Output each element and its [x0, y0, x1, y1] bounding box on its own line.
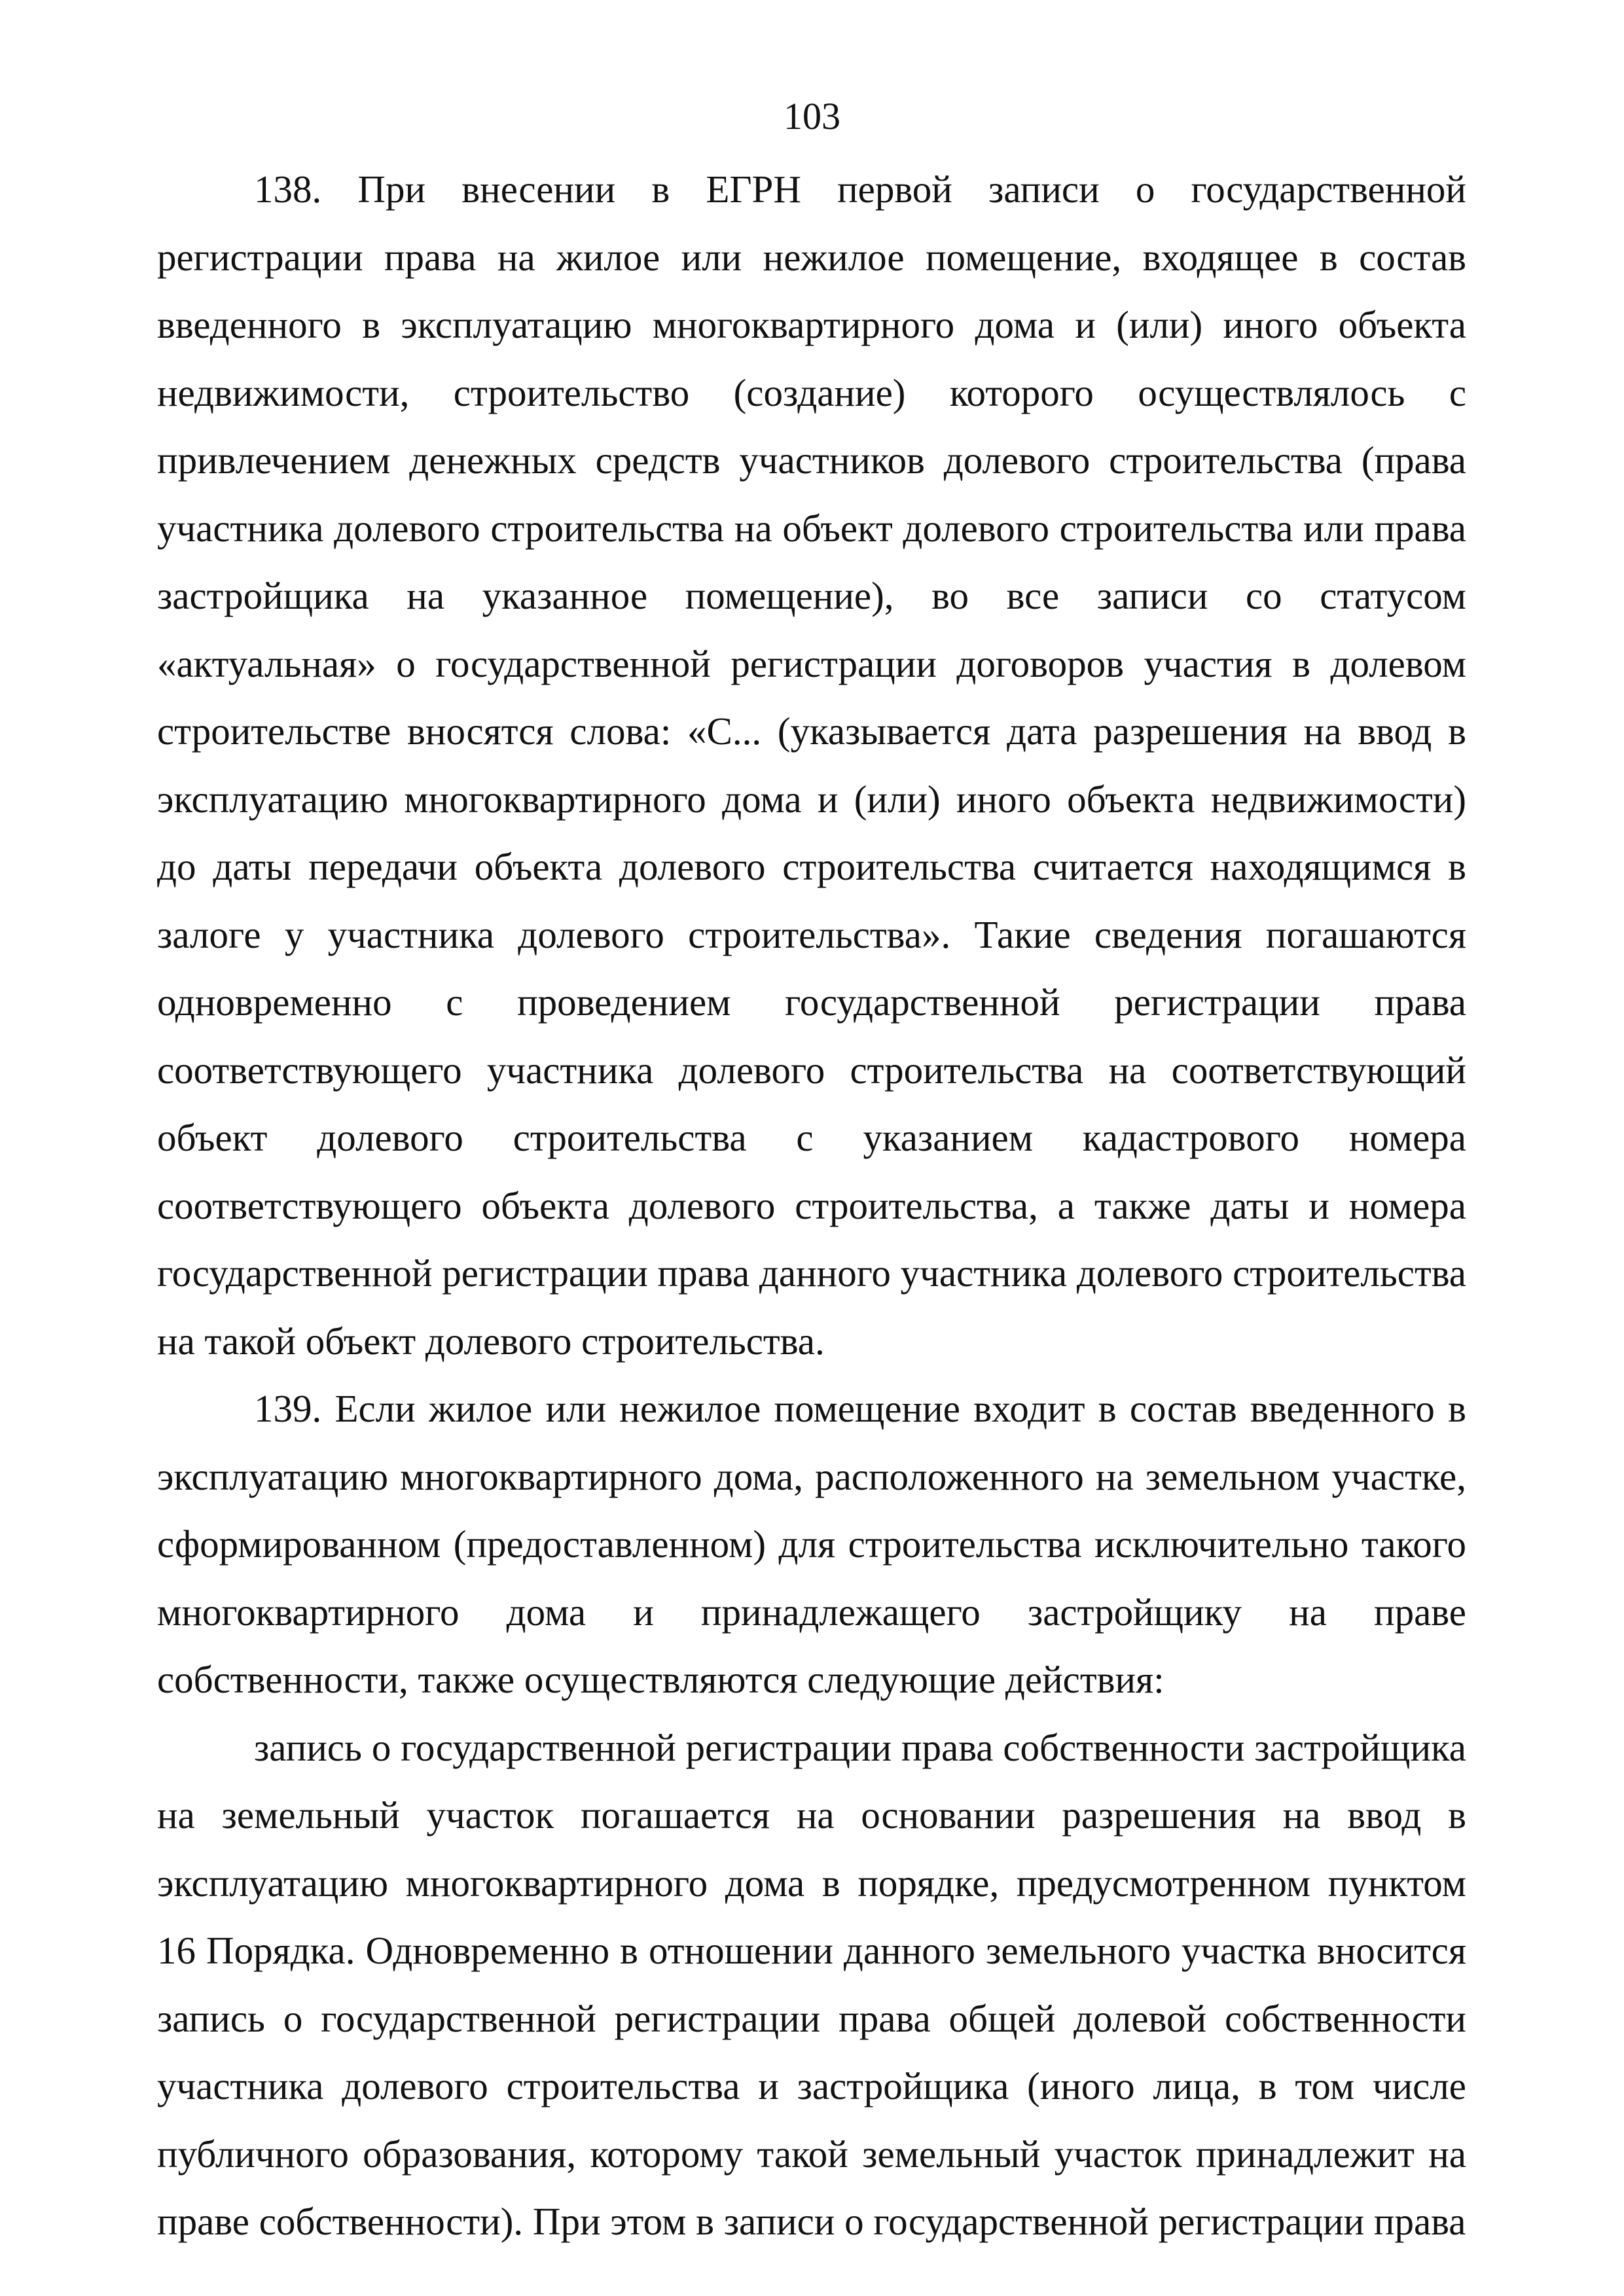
paragraph-139: 139. Если жилое или нежилое помещение входит в состав введенного в эксплуатацию многоквартирного дома, расположенного на земельном участке, сформированном (предоставленном) для строительства исключительно такого многоквартирного дома и принадлежащего застройщику на праве собственности, также осуществляются следующие действия:	[157, 1387, 1466, 1701]
paragraph-139-continuation: запись о государственной регистрации права собственности застройщика на земельный участок погашается на основании разрешения на ввод в эксплуатацию многоквартирного дома в порядке, предусмотренном пунктом 16 Порядка. Одновременно в отношении данного земельного участка вносится запись о государственной регистрации права общей долевой собственности участника долевого строительства и застройщика (иного лица, в том числе публичного образования, которому такой земельный участок принадлежит на праве собственности). При этом в записи о государственной регистрации права	[157, 1725, 1466, 2243]
page-number: 103	[784, 95, 840, 137]
body-text	[157, 156, 1466, 2256]
paragraph-138: 138. При внесении в ЕГРН первой записи о государственной регистрации права на жилое или нежилое помещение, входящее в состав введенного в эксплуатацию многоквартирного дома и (или) иного объекта недвижимости, строительство (создание) которого осуществлялось с привлечением денежных средств участников долевого строительства (права участника долевого строительства на объект долевого строительства или права застройщика на указанное помещение), во все записи со статусом «актуальная» о государственной регистрации договоров участия в долевом строительстве вносятся слова: «С... (указывается дата разрешения на ввод в эксплуатацию многоквартирного дома и (или) иного объекта недвижимости) до даты передачи объекта долевого строительства считается находящимся в залоге у участника долевого строительства». Такие сведения погашаются одновременно с проведением государственной регистрации права соответствующего участника долевого строительства на соответствующий объект долевого строительства с указанием кадастрового номера соответствующего объекта долевого строительства, а также даты и номера государственной регистрации права данного участника долевого строительства на такой объект долевого строительства.	[157, 168, 1466, 1363]
